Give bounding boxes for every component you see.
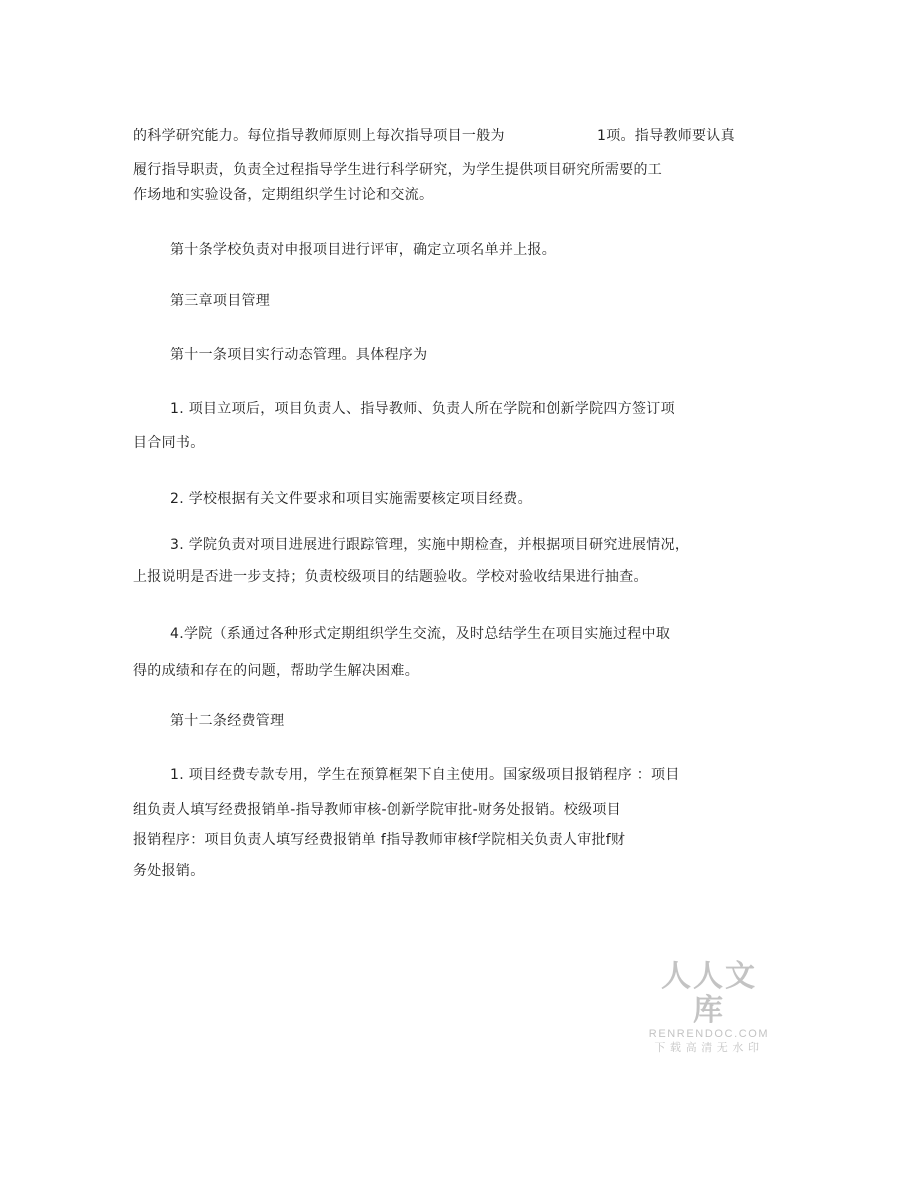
watermark-logo (646, 960, 772, 1055)
text-line: 1. 项目经费专款专用，学生在预算框架下自主使用。国家级项目报销程序 ：项目 (170, 767, 680, 783)
text-line: 务处报销。 (133, 863, 205, 879)
text-line: 3. 学院负责对项目进展进行跟踪管理，实施中期检查，并根据项目研究进展情况， (170, 537, 690, 553)
text-line: 作场地和实验设备，定期组织学生讨论和交流。 (133, 187, 434, 203)
watermark-title: 人人文库 (661, 959, 757, 1028)
section-heading: 第十二条经费管理 (170, 713, 285, 729)
text-line: 得的成绩和存在的问题，帮助学生解决困难。 (133, 663, 419, 679)
section-heading: 第三章项目管理 (170, 293, 271, 309)
text-line: 上报说明是否进一步支持；负责校级项目的结题验收。学校对验收结果进行抽查。 (133, 569, 648, 585)
watermark-domain: RENRENDOC.COM (648, 1028, 770, 1040)
text-line: 1项。指导教师要认真 (597, 128, 735, 144)
text-line: 4.学院（系通过各种形式定期组织学生交流，及时总结学生在项目实施过程中取 (170, 626, 671, 642)
text-line: 履行指导职责，负责全过程指导学生进行科学研究，为学生提供项目研究所需要的工 (133, 162, 663, 178)
text-line: 组负责人填写经费报销单-指导教师审核-创新学院审批-财务处报销。校级项目 (133, 802, 621, 818)
text-line: 的科学研究能力。每位指导教师原则上每次指导项目一般为 (133, 128, 505, 144)
text-line: 2. 学校根据有关文件要求和项目实施需要核定项目经费。 (170, 491, 532, 507)
text-line: 目合同书。 (133, 435, 205, 451)
text-line: 1. 项目立项后，项目负责人、指导教师、负责人所在学院和创新学院四方签订项 (170, 401, 675, 417)
text-line: 第十条学校负责对申报项目进行评审，确定立项名单并上报。 (170, 242, 557, 258)
text-line: 报销程序：项目负责人填写经费报销单 f指导教师审核f学院相关负责人审批f财 (133, 832, 626, 848)
watermark-slogan: 下载高清无水印 (654, 1041, 764, 1054)
text-line: 第十一条项目实行动态管理。具体程序为 (170, 347, 428, 363)
